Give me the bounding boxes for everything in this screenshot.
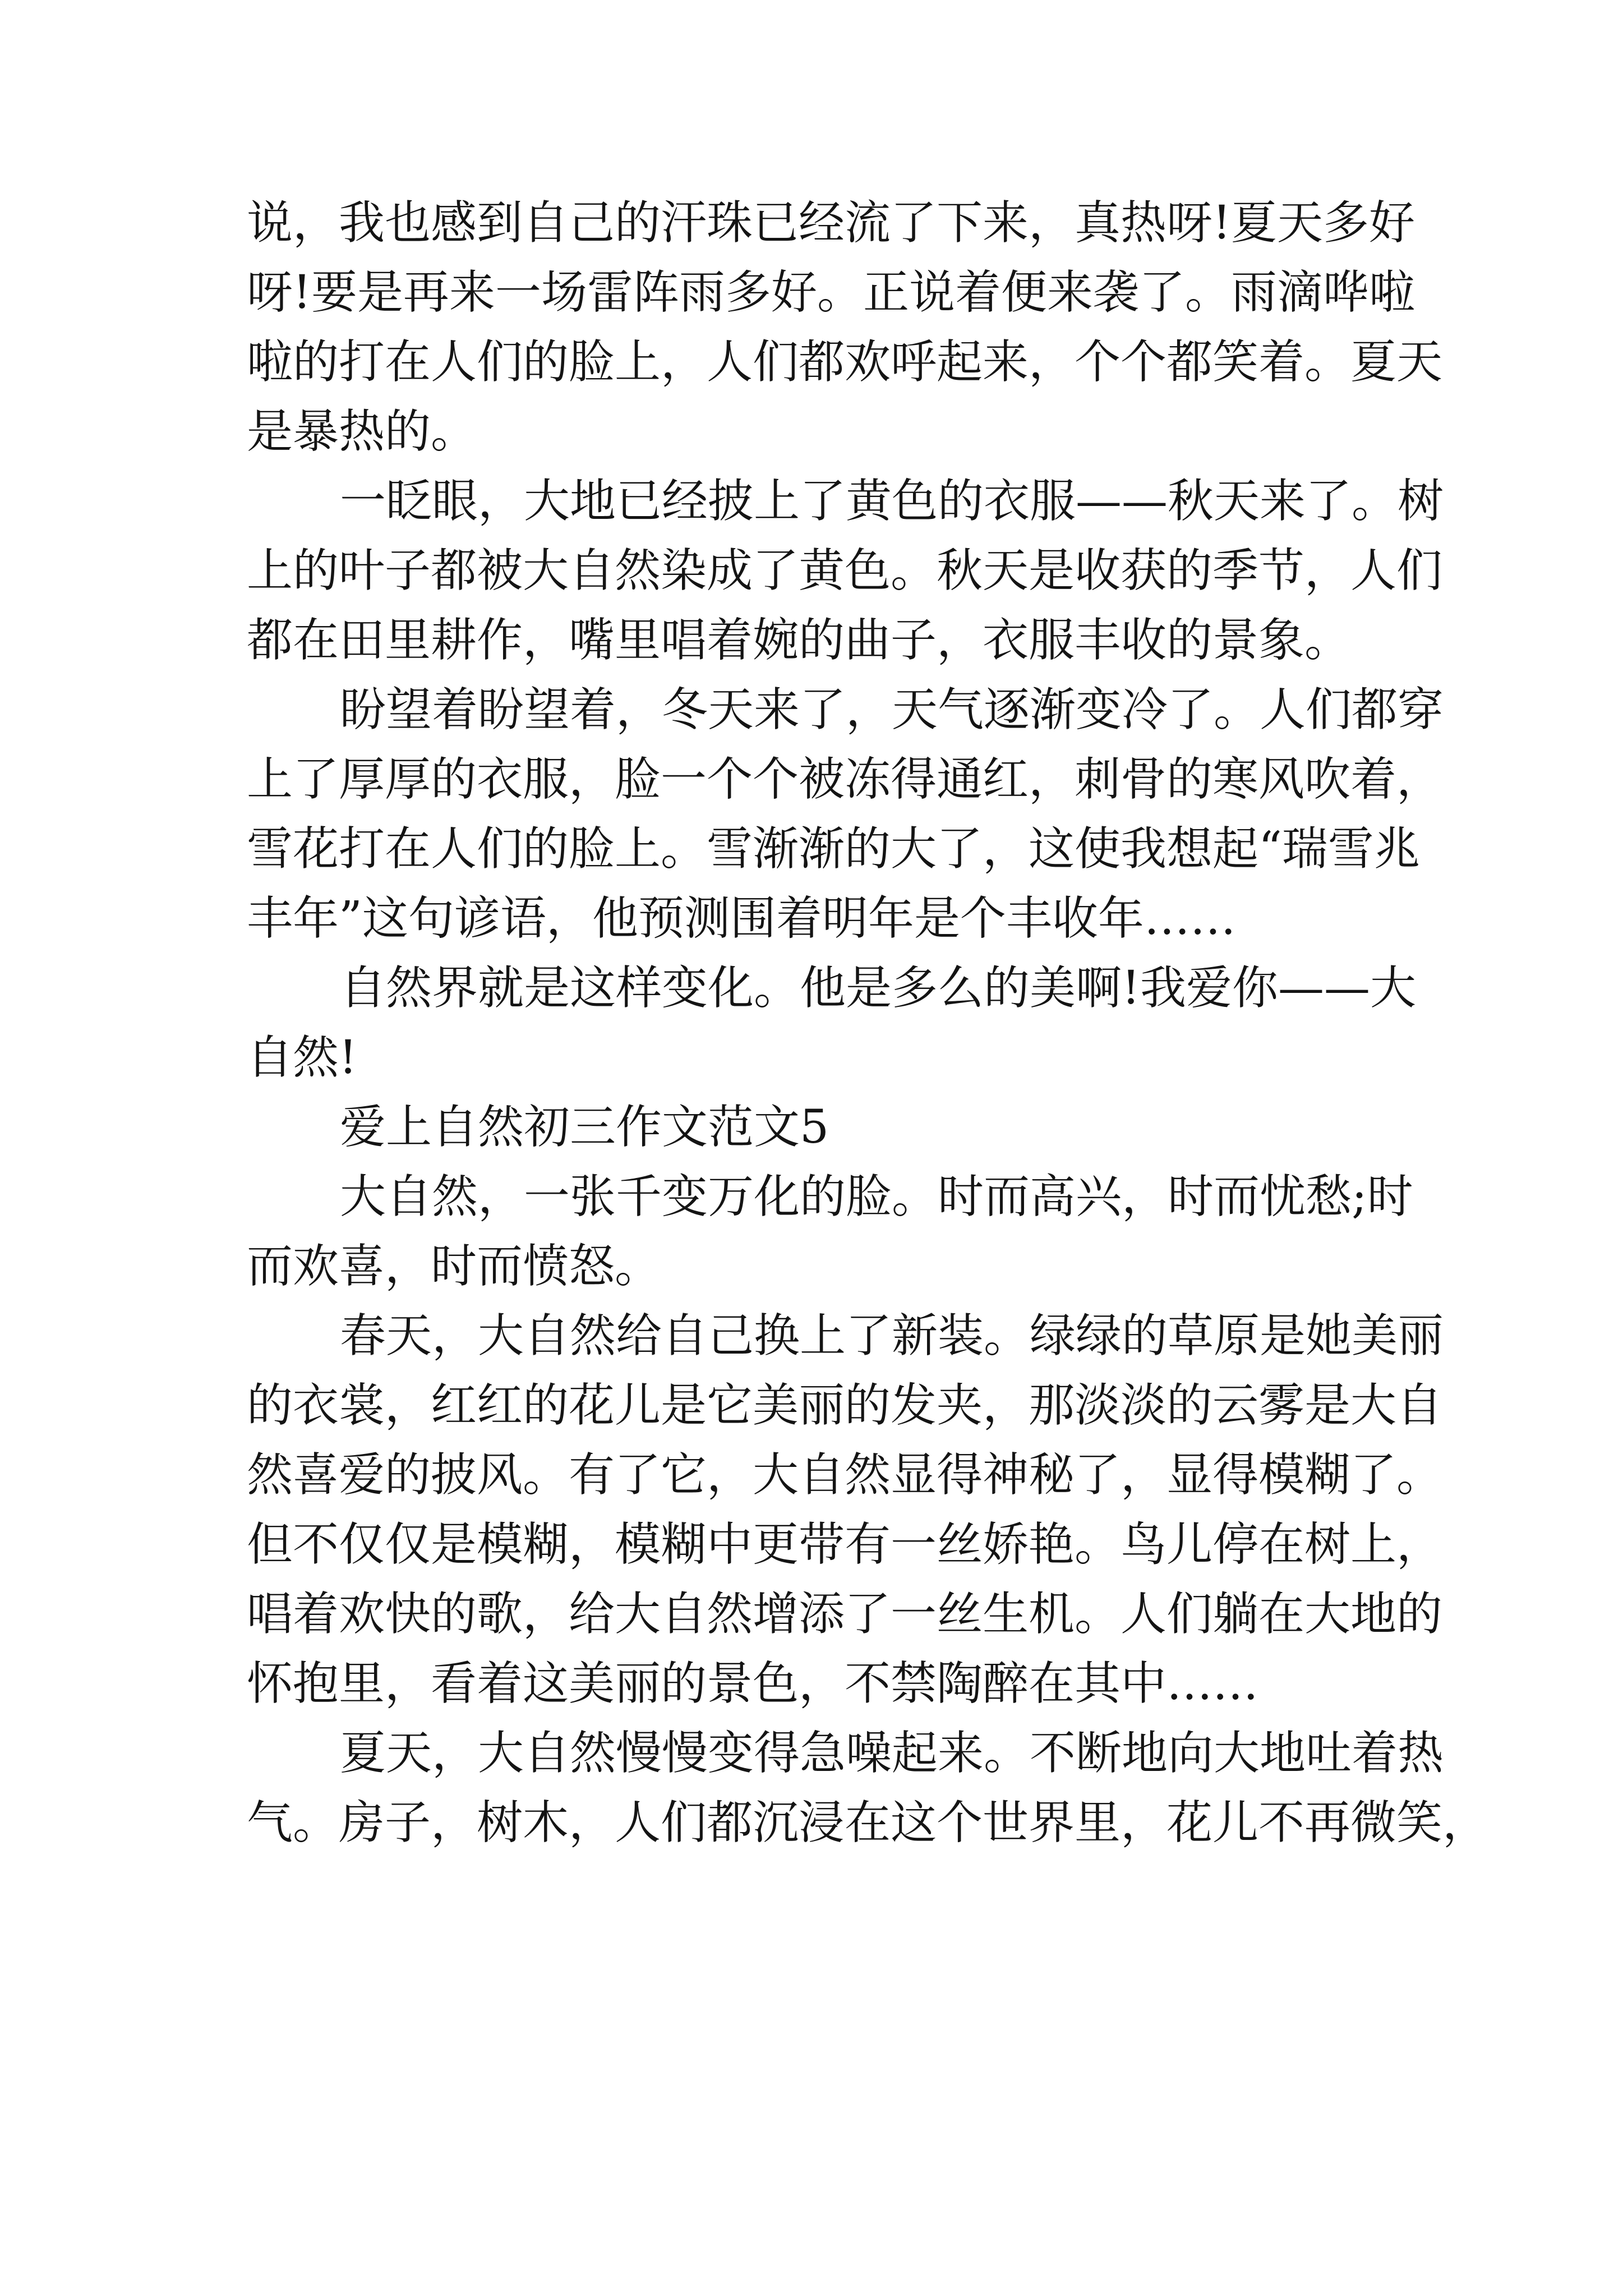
paragraph-first-line: 春天，大自然给自己换上了新装。绿绿的草原是她美丽 bbox=[340, 1309, 1444, 1363]
text-line: 啦的打在人们的脸上，人们都欢呼起来，个个都笑着。夏天 bbox=[247, 335, 1443, 389]
text-line: 都在田里耕作，嘴里唱着婉的曲子，衣服丰收的景象。 bbox=[247, 614, 1351, 667]
text-line: 怀抱里，看着这美丽的景色，不禁陶醉在其中…… bbox=[247, 1657, 1259, 1710]
text-line: 但不仅仅是模糊，模糊中更带有一丝娇艳。鸟儿停在树上， bbox=[247, 1518, 1443, 1571]
paragraph-first-line: 大自然，一张千变万化的脸。时而高兴，时而忧愁;时 bbox=[340, 1170, 1413, 1223]
text-line: 上了厚厚的衣服，脸一个个被冻得通红，刺骨的寒风吹着， bbox=[247, 753, 1443, 806]
text-line: 呀!要是再来一场雷阵雨多好。正说着便来袭了。雨滴哗啦 bbox=[247, 266, 1415, 319]
text-line: 丰年”这句谚语，他预测围着明年是个丰收年…… bbox=[247, 892, 1236, 945]
text-line: 气。房子，树木，人们都沉浸在这个世界里，花儿不再微笑， bbox=[247, 1796, 1489, 1849]
text-line: 是暴热的。 bbox=[247, 405, 477, 458]
text-line: 而欢喜，时而愤怒。 bbox=[247, 1240, 661, 1293]
text-line: 的衣裳，红红的花儿是它美丽的发夹，那淡淡的云雾是大自 bbox=[247, 1379, 1443, 1432]
text-line: 说，我也感到自己的汗珠已经流了下来，真热呀!夏天多好 bbox=[247, 196, 1415, 250]
paragraph-first-line: 一眨眼，大地已经披上了黄色的衣服——秋天来了。树 bbox=[340, 475, 1444, 528]
paragraph-first-line: 盼望着盼望着，冬天来了，天气逐渐变冷了。人们都穿 bbox=[340, 683, 1444, 737]
text-line: 自然! bbox=[247, 1031, 357, 1084]
paragraph-first-line: 自然界就是这样变化。他是多么的美啊!我爱你——大 bbox=[340, 961, 1416, 1015]
text-line: 上的叶子都被大自然染成了黄色。秋天是收获的季节，人们 bbox=[247, 544, 1443, 597]
text-line: 雪花打在人们的脸上。雪渐渐的大了，这使我想起“瑞雪兆 bbox=[247, 822, 1420, 876]
text-line: 然喜爱的披风。有了它，大自然显得神秘了，显得模糊了。 bbox=[247, 1448, 1443, 1502]
section-heading: 爱上自然初三作文范文5 bbox=[340, 1101, 829, 1154]
text-line: 唱着欢快的歌，给大自然增添了一丝生机。人们躺在大地的 bbox=[247, 1588, 1443, 1641]
paragraph-first-line: 夏天，大自然慢慢变得急噪起来。不断地向大地吐着热 bbox=[340, 1727, 1444, 1780]
